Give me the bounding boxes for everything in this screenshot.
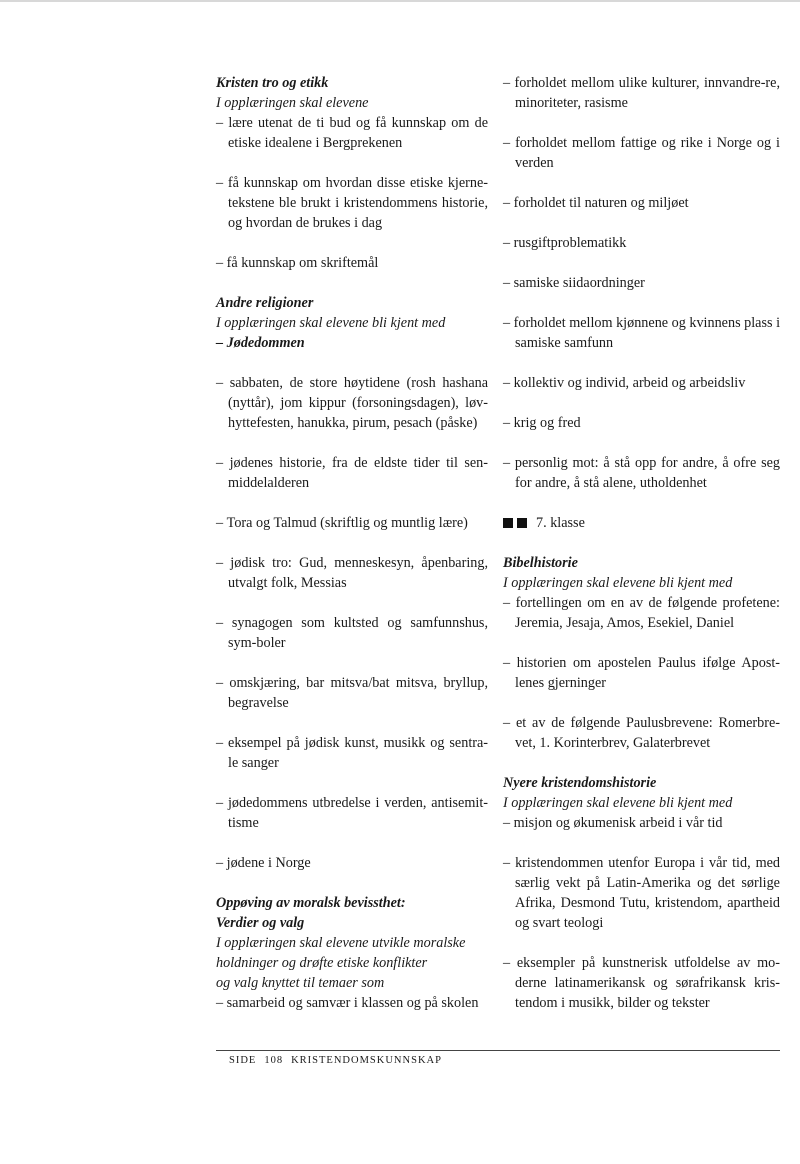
list-item: – historien om apostelen Paulus ifølge Apost-lenes gjerninger (503, 653, 780, 693)
section-intro: holdninger og drøfte etiske konflikter (216, 955, 428, 971)
list-item: – forholdet til naturen og miljøet (503, 193, 780, 213)
section-heading-moralsk-bevissthet: Oppøving av moralsk bevissthet: (216, 895, 406, 911)
footer-subject: KRISTENDOMSKUNNSKAP (291, 1055, 442, 1066)
section-intro: I opplæringen skal elevene utvikle moralske (216, 935, 466, 951)
list-item: – et av de følgende Paulusbrevene: Romerbre-vet, 1. Korinterbrev, Galaterbrevet (503, 713, 780, 753)
list-item: – jødisk tro: Gud, menneskesyn, åpenbaring, utvalgt folk, Messias (216, 553, 488, 593)
list-item: – eksempler på kunstnerisk utfoldelse av mo-derne latinamerikansk og sørafrikansk kris-tendom i musikk, bilder og tekster (503, 953, 780, 1013)
section-heading-bibelhistorie: Bibelhistorie (503, 555, 578, 571)
footer-side-label: SIDE (229, 1055, 257, 1066)
list-item: – misjon og økumenisk arbeid i vår tid (503, 813, 780, 833)
list-item: – jødene i Norge (216, 853, 488, 873)
section-intro: I opplæringen skal elevene (216, 95, 369, 111)
section-intro: I opplæringen skal elevene bli kjent med (503, 575, 733, 591)
top-edge-line (0, 0, 800, 2)
list-item: – eksempel på jødisk kunst, musikk og sentra-le sanger (216, 733, 488, 773)
list-item: – lære utenat de ti bud og få kunnskap om de etiske idealene i Bergprekenen (216, 113, 488, 153)
list-item: – forholdet mellom kjønnene og kvinnens plass i samiske samfunn (503, 313, 780, 353)
list-item: – personlig mot: å stå opp for andre, å ofre seg for andre, å stå alene, utholdenhet (503, 453, 780, 493)
square-bullet-icon (517, 518, 527, 528)
list-item: – fortellingen om en av de følgende profetene: Jeremia, Jesaja, Amos, Esekiel, Daniel (503, 593, 780, 633)
list-item: – omskjæring, bar mitsva/bat mitsva, bryllup, begravelse (216, 673, 488, 713)
subheading-jodedommen: – Jødedommen (216, 333, 488, 353)
list-item: – rusgiftproblematikk (503, 233, 780, 253)
list-item: – synagogen som kultsted og samfunnshus, sym-boler (216, 613, 488, 653)
section-heading-kristen-tro: Kristen tro og etikk (216, 75, 329, 91)
list-item: – krig og fred (503, 413, 780, 433)
list-item: – forholdet mellom ulike kulturer, innvandre-re, minoriteter, rasisme (503, 73, 780, 113)
grade-label: 7. klasse (536, 515, 585, 531)
list-item: – jødenes historie, fra de eldste tider til sen-middelalderen (216, 453, 488, 493)
list-item: – jødedommens utbredelse i verden, antisemit-tisme (216, 793, 488, 833)
page-footer (229, 1054, 450, 1068)
list-item: – kollektiv og individ, arbeid og arbeidsliv (503, 373, 780, 393)
section-intro: I opplæringen skal elevene bli kjent med (503, 795, 733, 811)
grade-heading (503, 513, 780, 533)
left-column (216, 73, 488, 1013)
list-item: – samarbeid og samvær i klassen og på skolen (216, 993, 488, 1013)
list-item: – forholdet mellom fattige og rike i Norge og i verden (503, 133, 780, 173)
footer-rule (216, 1050, 780, 1051)
list-item: – få kunnskap om skriftemål (216, 253, 488, 273)
section-heading-verdier-og-valg: Verdier og valg (216, 915, 305, 931)
list-item: – Tora og Talmud (skriftlig og muntlig lære) (216, 513, 488, 533)
section-heading-andre-religioner: Andre religioner (216, 295, 314, 311)
list-item: – sabbaten, de store høytidene (rosh hashana (nyttår), jom kippur (forsoningsdagen), løv-hyttefesten, hanukka, pirum, pesach (påske) (216, 373, 488, 433)
list-item: – samiske siidaordninger (503, 273, 780, 293)
right-column (503, 73, 780, 1013)
square-bullet-icon (503, 518, 513, 528)
section-intro: og valg knyttet til temaer som (216, 975, 385, 991)
page-number: 108 (264, 1055, 284, 1066)
list-item: – få kunnskap om hvordan disse etiske kjerne-tekstene ble brukt i kristendommens historie, og hvordan de brukes i dag (216, 173, 488, 233)
section-heading-nyere-kristendomshistorie: Nyere kristendomshistorie (503, 775, 657, 791)
section-intro: I opplæringen skal elevene bli kjent med (216, 315, 446, 331)
list-item: – kristendommen utenfor Europa i vår tid, med særlig vekt på Latin-Amerika og det sørlige Afrika, Desmond Tutu, kristendom, apartheid og svart teologi (503, 853, 780, 933)
